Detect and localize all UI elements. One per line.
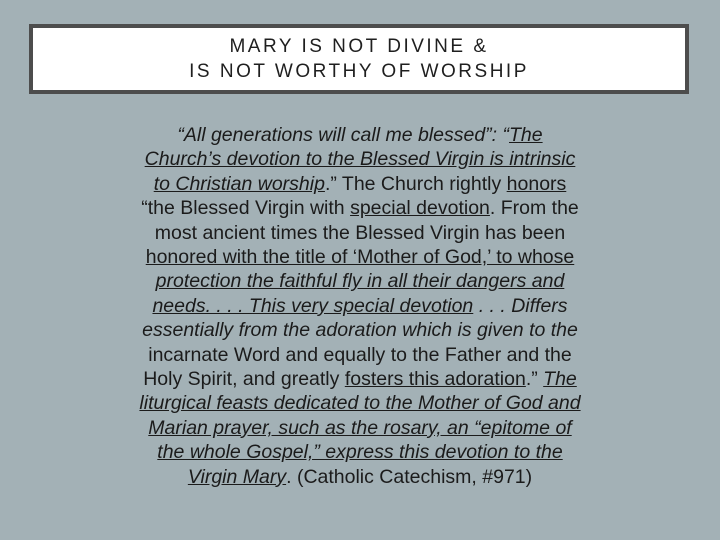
quote-text-run: special devotion bbox=[350, 197, 490, 220]
quote-text-run: Church’s devotion to the Blessed Virgin is intrinsic bbox=[144, 148, 576, 171]
quote-line bbox=[40, 440, 680, 464]
quote-text-run: honored with the title of ‘Mother of God,’ to whose bbox=[145, 246, 575, 269]
quote-text-run: protection the faithful fly in all their dangers and bbox=[155, 270, 565, 293]
quote-text-run: Holy Spirit, and greatly bbox=[143, 368, 345, 391]
quote-text-run: .” bbox=[525, 368, 544, 391]
quote-line bbox=[40, 416, 680, 440]
quote-text-run: the whole Gospel,” express this devotion to the bbox=[157, 441, 563, 464]
quote-text-run: “All generations will call me blessed”: “ bbox=[177, 124, 509, 146]
quote-text-run: fosters this adoration bbox=[344, 368, 526, 391]
quote-text-run: to Christian worship bbox=[153, 172, 325, 195]
quote-text-run: . . . Differs bbox=[473, 294, 568, 317]
slide-title-line-2: IS NOT WORTHY OF WORSHIP bbox=[189, 61, 529, 82]
quote-line bbox=[40, 367, 680, 391]
quote-line bbox=[40, 196, 680, 220]
quote-line bbox=[40, 318, 680, 342]
quote-text-run: most ancient times the Blessed Virgin has been bbox=[154, 221, 566, 244]
quote-text-run: honors bbox=[506, 172, 567, 195]
catechism-quote bbox=[40, 123, 680, 489]
quote-text-run: The bbox=[509, 124, 543, 146]
quote-line bbox=[40, 123, 680, 147]
quote-text-run: . (Catholic Catechism, #971) bbox=[286, 465, 533, 488]
quote-text-run: The bbox=[543, 368, 577, 391]
quote-line bbox=[40, 343, 680, 367]
quote-text-run: Marian prayer, such as the rosary, an “epitome of bbox=[148, 416, 572, 439]
quote-line bbox=[40, 172, 680, 196]
title-box bbox=[29, 24, 689, 94]
quote-text-run: . From the bbox=[489, 197, 579, 220]
quote-text-run: incarnate Word and equally to the Father and the bbox=[148, 343, 572, 366]
quote-line bbox=[40, 465, 680, 489]
quote-text-run: .” The Church rightly bbox=[324, 172, 507, 195]
slide-title-line-1: MARY IS NOT DIVINE & bbox=[229, 36, 489, 57]
quote-line bbox=[40, 391, 680, 415]
quote-line bbox=[40, 294, 680, 318]
quote-text-run: needs. . . . This very special devotion bbox=[152, 294, 474, 317]
quote-text-run: Virgin Mary bbox=[187, 465, 287, 488]
quote-text-run: essentially from the adoration which is given to the bbox=[142, 319, 578, 342]
quote-text-run: “the Blessed Virgin with bbox=[141, 197, 351, 220]
quote-line bbox=[40, 221, 680, 245]
quote-line bbox=[40, 245, 680, 269]
quote-text-run: liturgical feasts dedicated to the Mother of God and bbox=[139, 392, 581, 415]
quote-line bbox=[40, 269, 680, 293]
quote-line bbox=[40, 147, 680, 171]
